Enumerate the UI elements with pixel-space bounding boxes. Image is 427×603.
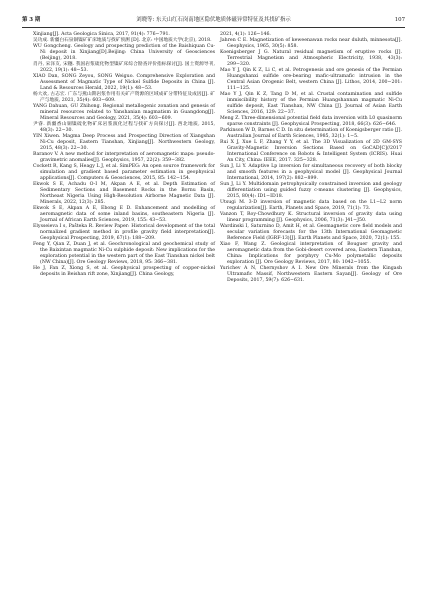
reference-entry: Baranov V. A new method for interpretation of aeromagnetic maps: pseudo-gravimetric anomalies[J]. Geophysics, 1957, 22(2): 359−382. — [33, 152, 215, 163]
reference-entry: Rui X J, Xue L F, Zhang Y Y, et al. The 3D Visualization of 2D GM-SYS Gravity-Magnetic Inversion Sections Based on GoCAD[C]//2017 International Conference on Robots & Intelligent System (ICRIS). Huai An City, China: IEEE, 2017. 325−328. — [220, 140, 402, 163]
reference-entry: XIAO Dan, SONG Zeyou, SONG Weiguo. Comprehensive Exploration and Assessment of Magmatic Type of Nickel Sulfide Deposits in China [J]. Land & Resources Herald, 2022, 19(1): 48−53. — [33, 74, 215, 91]
reference-entry: Vanzon T, Roy-Chowdhury K. Structural inversion of gravity data using linear programming [J]. Geophysics, 2006, 71(3): J41−J50. — [220, 212, 402, 223]
reference-entry: WU Gongcheng. Geology and prospecting prediction of the Baishiquan Cu-Ni deposit in Xinjiang[D].Beijing: China University of Geosciences (Beijing), 2018. — [33, 44, 215, 61]
reference-entry: Wardinski I, Saturnino D, Amit H, et al. Geomagnetic core field models and secular variation forecasts for the 13th International Geomagnetic Reference Field (IGRF-13)[J]. Earth Planets and Space, 2020, 72(1): 155. — [220, 224, 402, 241]
reference-entry: Koenigsberger J G. Natural residual magnetism of eruptive rocks [J]. Terrestrial Magnetism and Atmospheric Electricity, 1938, 43(3): 299−320. — [220, 50, 402, 67]
reference-entry: Mao Y J, Qin K Z, Tang D M, et al. Crustal contamination and sulfide immiscibility history of the Permian Huangshannan magmatic Ni-Cu sulfide deposit, East Tianshan, NW China [J]. Journal of Asian Earth Sciences, 2016, 129: 22−37. — [220, 92, 402, 115]
reference-entry: 杨大欢, 古志宏. 广东与燕山期岩浆作用有关矿产资源的区域成矿分带特征及成因[J]. 矿产与地质, 2021, 35(4): 603−609. — [33, 92, 215, 103]
reference-entry: YIN Xiwen. Magma Deep Process and Prospecting Direction of Xiangshan Ni-Cu deposit, Eastern Tianshan, Xinjiang[J]. Northwestern Geology, 2015, 48(3): 22−30. — [33, 134, 215, 151]
reference-entry: He J, Fan Z, Xiong S, et al. Geophysical prospecting of copper-nickel deposits in Beishan rift zone, Xinjiang[J]. China Geology, — [33, 266, 215, 277]
reference-entry: 尹睿. 新疆香山铜镍硫化物矿床岩浆演化过程与找矿方向探讨[J]. 西北地质, 2015, 48(3): 22−30. — [33, 122, 215, 133]
reference-entry: Ekwok S E, Achadu O-I M, Akpan A E, et al. Depth Estimation of Sedimentary Sections and Basement Rocks in the Bornu Basin, Northeast Nigeria Using High-Resolution Airborne Magnetic Data [J]. Minerals, 2022, 12(3): 285. — [33, 182, 215, 205]
reference-entry: Xiao F, Wang Z. Geological interpretation of Bouguer gravity and aeromagnetic data from the Gobi-desert covered area, Eastern Tianshan, China: Implications for porphyry Cu-Mo polymetallic deposits exploration [J]. Ore Geology Reviews, 2017, 80: 1042−1055. — [220, 242, 402, 265]
reference-entry: Sun J, Li Y. Multidomain petrophysically constrained inversion and geology differentiation using guided fuzzy c-means clustering [J]. Geophysics, 2015, 80(4): ID1−ID18. — [220, 182, 402, 199]
issue-number: 第 3 期 — [22, 17, 41, 23]
reference-entry: Parkinson W D, Barnes C D. In situ determination of Koenigsberger ratio [J]. Australian Journal of Earth Sciences, 1985, 32(1): 1−5. — [220, 128, 402, 139]
page-header — [22, 15, 405, 25]
reference-entry: Ekwok S E, Akpan A E, Ebong E D. Enhancement and modelling of aeromagnetic data of some inland basins, southeastern Nigeria [J]. Journal of African Earth Sciences, 2019, 155: 43−53. — [33, 206, 215, 223]
reference-entry: Utsugi M. 3-D inversion of magnetic data based on the L1−L2 norm regularization[J]. Earth, Planets and Space, 2019, 71(1): 73. — [220, 200, 402, 211]
reference-entry: Elysseieva I s, Pašteka R. Review Paper: Historical development of the total normalized gradient method in profile gravity field interpretation[J]. Geophysical Prospecting, 2019, 67(1): 188−209. — [33, 224, 215, 241]
reference-entry: Sun J, Li Y. Adaptive Lp inversion for simultaneous recovery of both blocky and smooth features in a geophysical model [J]. Geophysical Journal International, 2014, 197(2): 882−899. — [220, 164, 402, 181]
running-title: 刘晓等: 东天山红石岗南地区隐伏地质体磁异常特征及其找矿指示 — [136, 17, 291, 23]
reference-entry: Mao Y J, Qin K Z, Li C, et al. Petrogenesis and ore genesis of the Permian Huangshanxi sulfide ore-bearing mafic-ultramafic intrusion in the Central Asian Orogenic Belt, western China [J]. Lithos, 2014, 200−201: 111−125. — [220, 68, 402, 91]
reference-entry: 2021, 4(1): 126−146. — [220, 32, 271, 37]
reference-entry: 肖丹, 宋泽友, 宋穗. 我国岩浆硫化物型镍矿床综合勘查评价指标探讨[J]. 国土资源导刊, 2022, 19(1): 48−53. — [33, 62, 215, 73]
reference-entry: Feng Y, Qian Z, Duan J, et al. Geochronological and geochemical study of the Baixintan magmatic Ni-Cu sulphide deposit: New implications for the exploration potential in the western part of the East Tianshan nickel belt (NW China)[J]. Ore Geology Reviews, 2018, 95: 366−381. — [33, 242, 215, 265]
reference-entry: Yurichev A N, Chernyshov A I. New Ore Minerals from the Kingash Ultramafic Massif, Northwestern Eastern Sayan[J]. Geology of Ore Deposits, 2017, 59(7): 626−631. — [220, 266, 402, 283]
reference-entry: Jahren C E. Magnetization of keweenawan rocks near duluth, minnesota[J]. Geophysics, 1965, 30(5): 858. — [220, 38, 402, 49]
reference-column-left — [33, 32, 215, 278]
header-rule — [22, 27, 405, 28]
page-number: 107 — [394, 17, 405, 23]
reference-entry: YANG Dahuan, GU Zhihong. Regional metallogenic zonation and genesis of mineral resources related to Yanshanian magmatism in Guangdong[J]. Mineral Resources and Geology, 2021, 35(4): 603−609. — [33, 104, 215, 121]
reference-column-right — [220, 32, 402, 284]
reference-entry: 吴功成. 新疆白石泉铜镍矿矿床地质与找矿预测 [D]. 北京: 中国地质大学(北京), 2018. — [33, 38, 212, 43]
reference-entry: Xinjiang[J]. Acta Geologica Sinica, 2017, 91(4): 776−791. — [33, 32, 170, 37]
reference-entry: Meng Z. Three-dimensional potential field data inversion with L0 quasinorm sparse constraints [J]. Geophysical Prospecting, 2018, 66(3): 626−646. — [220, 116, 402, 127]
reference-entry: Cockett R, Kang S, Heagy L J, et al. SimPEG: An open source framework for simulation and gradient based parameter estimation in geophysical applications[J]. Computers & Geosciences, 2015, 85: 142−154. — [33, 164, 215, 181]
